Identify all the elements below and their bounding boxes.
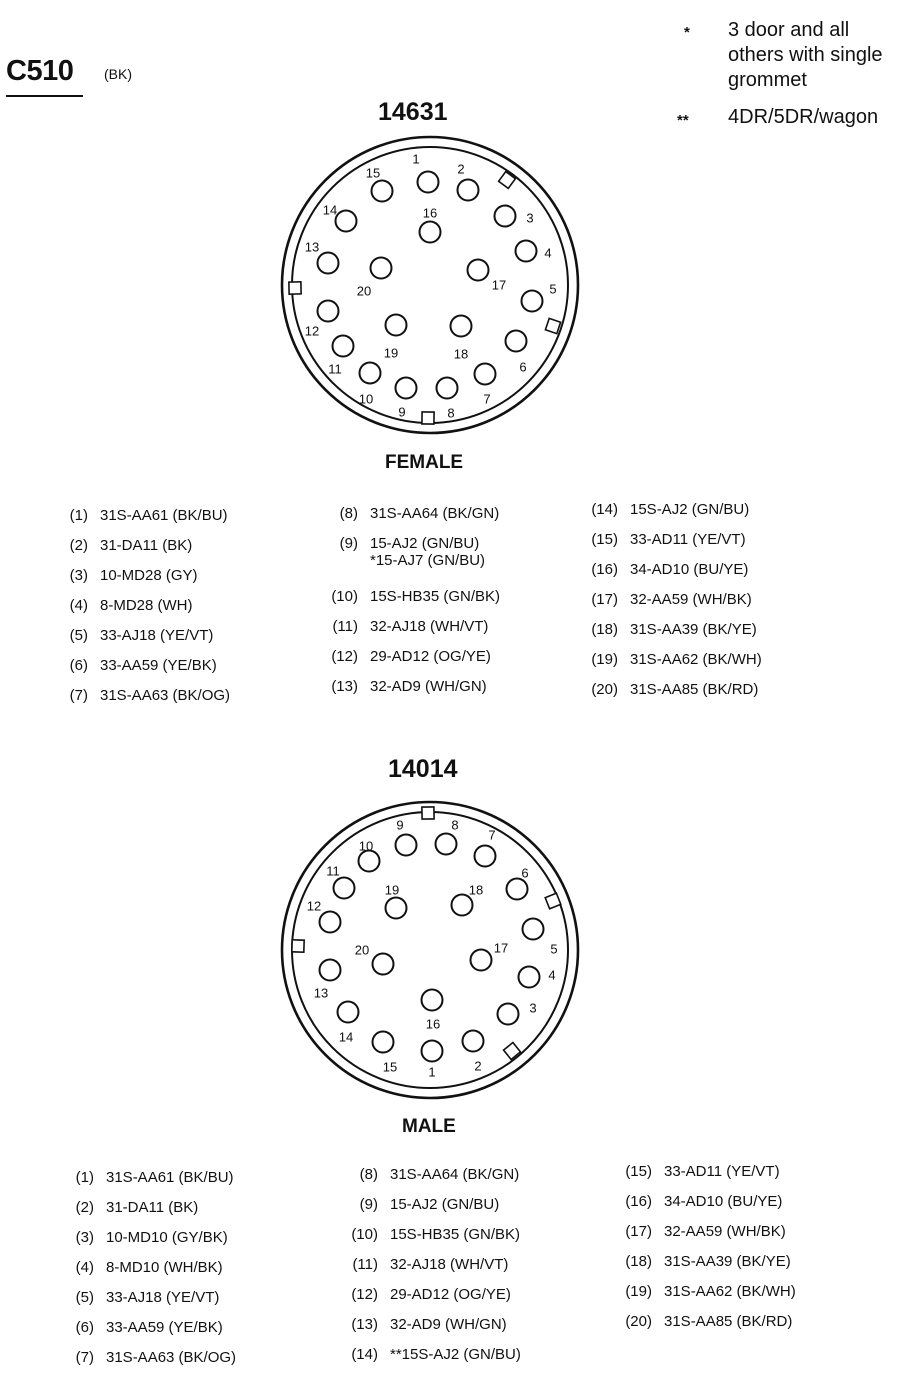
female-pin-label: 16 — [422, 205, 438, 221]
circuit-pin-number: (19) — [591, 651, 618, 668]
female-label: FEMALE — [385, 452, 464, 473]
female-circuit-row — [580, 681, 758, 698]
male-pin-label: 11 — [326, 863, 340, 879]
female-pin-5 — [522, 291, 543, 312]
female-circuit-row — [320, 588, 500, 605]
male-circuit-row — [340, 1256, 508, 1273]
circuit-designation: 31S-AA61 (BK/BU) — [106, 1169, 234, 1186]
female-pin-label: 5 — [549, 281, 557, 297]
circuit-pin-number: (3) — [69, 567, 88, 584]
female-pin-20 — [371, 258, 392, 279]
female-pin-15 — [372, 181, 393, 202]
male-circuit-row — [56, 1319, 223, 1336]
female-pin-7 — [475, 364, 496, 385]
female-pin-label: 14 — [322, 202, 338, 218]
male-circuit-row — [340, 1346, 521, 1363]
female-circuit-row — [580, 591, 752, 608]
male-pin-7 — [475, 846, 496, 867]
female-circuit-row — [320, 618, 488, 635]
circuit-pin-number: (2) — [69, 537, 88, 554]
female-circuit-row — [580, 561, 748, 578]
male-pin-label: 10 — [358, 838, 374, 854]
circuit-pin-number: (18) — [591, 621, 618, 638]
male-pin-12 — [320, 912, 341, 933]
female-pin-6 — [506, 331, 527, 352]
male-circuit-row — [340, 1226, 520, 1243]
circuit-designation: 31S-AA61 (BK/BU) — [100, 507, 228, 524]
circuit-pin-number: (3) — [75, 1229, 94, 1246]
circuit-pin-number: (5) — [75, 1289, 94, 1306]
female-pin-label: 2 — [457, 161, 465, 177]
circuit-pin-number: (17) — [591, 591, 618, 608]
female-circuit-row — [50, 567, 198, 584]
circuit-designation: 31S-AA39 (BK/YE) — [664, 1253, 791, 1270]
circuit-designation: 31S-AA85 (BK/RD) — [664, 1313, 793, 1330]
circuit-alternate-designation: *15-AJ7 (GN/BU) — [370, 552, 486, 569]
circuit-designation: 29-AD12 (OG/YE) — [390, 1286, 511, 1303]
circuit-designation: 33-AD11 (YE/VT) — [630, 531, 746, 548]
male-circuit-row — [56, 1229, 228, 1246]
male-pin-4 — [519, 967, 540, 988]
male-pin-1 — [422, 1041, 443, 1062]
circuit-pin-number: (16) — [591, 561, 618, 578]
note-2-text: 4DR/5DR/wagon — [728, 106, 879, 128]
circuit-designation: 10-MD10 (GY/BK) — [106, 1229, 228, 1246]
circuit-designation: 32-AD9 (WH/GN) — [370, 678, 487, 695]
male-pin-label: 6 — [521, 865, 529, 881]
female-pin-label: 10 — [358, 391, 374, 407]
female-circuit-row — [50, 657, 217, 674]
female-pin-label: 7 — [483, 391, 491, 407]
circuit-pin-number: (8) — [359, 1166, 378, 1183]
male-pin-15 — [373, 1032, 394, 1053]
circuit-designation: 31-DA11 (BK) — [106, 1199, 199, 1216]
female-pin-8 — [437, 378, 458, 399]
female-pin-label: 8 — [447, 405, 455, 421]
circuit-pin-number: (8) — [339, 505, 358, 522]
female-circuit-row — [320, 678, 487, 695]
female-pin-17 — [468, 260, 489, 281]
circuit-pin-number: (1) — [69, 507, 88, 524]
female-pin-label: 18 — [453, 346, 469, 362]
male-pin-20 — [373, 954, 394, 975]
circuit-pin-number: (1) — [75, 1169, 94, 1186]
female-key-notch — [422, 412, 434, 424]
female-pin-1 — [418, 172, 439, 193]
circuit-pin-number: (4) — [69, 597, 88, 614]
circuit-pin-number: (9) — [339, 535, 358, 552]
female-pin-2 — [458, 180, 479, 201]
male-circuit-row — [56, 1169, 234, 1186]
circuit-designation: 31S-AA63 (BK/OG) — [100, 687, 231, 704]
circuit-designation: 8-MD10 (WH/BK) — [106, 1259, 223, 1276]
connector-id: C510 — [6, 55, 74, 87]
female-key-notch — [289, 282, 301, 294]
female-pin-label: 9 — [398, 404, 406, 420]
male-pin-label: 18 — [468, 882, 484, 898]
female-circuit-row — [580, 531, 746, 548]
male-pin-label: 3 — [529, 1000, 537, 1016]
male-pin-9 — [396, 835, 417, 856]
male-pin-label: 19 — [384, 882, 400, 898]
circuit-designation: 32-AD9 (WH/GN) — [390, 1316, 507, 1333]
female-circuit-row — [320, 535, 485, 569]
male-pin-label: 2 — [474, 1058, 482, 1074]
male-pin-3 — [498, 1004, 519, 1025]
female-pin-label: 12 — [304, 323, 320, 339]
female-circuit-row — [50, 627, 213, 644]
circuit-designation: 34-AD10 (BU/YE) — [630, 561, 749, 578]
circuit-designation: 15S-AJ2 (GN/BU) — [630, 501, 750, 518]
connector-color: (BK) — [104, 66, 132, 82]
female-connector-face — [270, 130, 590, 440]
male-key-notch — [422, 807, 434, 819]
circuit-designation: 31S-AA64 (BK/GN) — [390, 1166, 520, 1183]
circuit-pin-number: (6) — [69, 657, 88, 674]
male-pin-label: 9 — [396, 817, 404, 833]
male-pin-label: 13 — [313, 985, 329, 1001]
male-pin-label: 8 — [451, 817, 459, 833]
male-circuit-row — [614, 1253, 791, 1270]
male-pin-label: 15 — [382, 1059, 398, 1075]
note-2-mark: ** — [677, 112, 689, 129]
male-circuit-row — [340, 1166, 519, 1183]
circuit-designation: 32-AA59 (WH/BK) — [630, 591, 752, 608]
male-circuit-row — [614, 1313, 792, 1330]
female-circuit-row — [50, 687, 230, 704]
female-pin-9 — [396, 378, 417, 399]
circuit-designation: 33-AJ18 (YE/VT) — [106, 1289, 220, 1306]
circuit-designation: 31S-AA39 (BK/YE) — [630, 621, 757, 638]
circuit-pin-number: (17) — [625, 1223, 652, 1240]
male-pin-11 — [334, 878, 355, 899]
circuit-designation: 29-AD12 (OG/YE) — [370, 648, 491, 665]
male-pin-label: 14 — [338, 1029, 354, 1045]
male-circuit-row — [614, 1163, 780, 1180]
male-label: MALE — [402, 1116, 456, 1137]
circuit-designation: 31S-AA64 (BK/GN) — [370, 505, 500, 522]
male-part-number: 14014 — [388, 755, 458, 783]
female-part-number: 14631 — [378, 98, 448, 126]
female-pin-4 — [516, 241, 537, 262]
female-pin-label: 20 — [356, 283, 372, 299]
female-pin-label: 13 — [304, 239, 320, 255]
circuit-pin-number: (20) — [591, 681, 618, 698]
circuit-pin-number: (12) — [331, 648, 358, 665]
male-pin-label: 12 — [306, 898, 322, 914]
circuit-designation: 32-AJ18 (WH/VT) — [390, 1256, 509, 1273]
male-circuit-row — [56, 1259, 223, 1276]
male-pin-6 — [507, 879, 528, 900]
female-pin-label: 17 — [491, 277, 507, 293]
female-pin-3 — [495, 206, 516, 227]
circuit-pin-number: (5) — [69, 627, 88, 644]
female-pin-label: 1 — [412, 151, 420, 167]
male-pin-13 — [320, 960, 341, 981]
male-key-notch — [545, 893, 561, 909]
circuit-pin-number: (14) — [591, 501, 618, 518]
male-circuit-row — [56, 1349, 236, 1366]
circuit-designation: 32-AA59 (WH/BK) — [664, 1223, 786, 1240]
male-pin-label: 1 — [428, 1064, 436, 1080]
circuit-pin-number: (11) — [332, 618, 358, 635]
circuit-designation: 33-AA59 (YE/BK) — [100, 657, 217, 674]
male-pin-5 — [523, 919, 544, 940]
male-pin-label: 4 — [548, 967, 556, 983]
note-1-text: 3 door and all others with single grommet — [728, 19, 883, 91]
circuit-designation: 33-AD11 (YE/VT) — [664, 1163, 780, 1180]
male-circuit-row — [614, 1223, 786, 1240]
circuit-designation: 8-MD28 (WH) — [100, 597, 193, 614]
male-pin-14 — [338, 1002, 359, 1023]
circuit-pin-number: (20) — [625, 1313, 652, 1330]
female-pin-14 — [336, 211, 357, 232]
circuit-pin-number: (7) — [69, 687, 88, 704]
male-pin-label: 17 — [493, 940, 509, 956]
female-pin-label: 6 — [519, 359, 527, 375]
circuit-pin-number: (15) — [625, 1163, 652, 1180]
male-pin-label: 5 — [550, 941, 558, 957]
circuit-designation: 33-AA59 (YE/BK) — [106, 1319, 223, 1336]
female-pin-10 — [360, 363, 381, 384]
circuit-designation: 34-AD10 (BU/YE) — [664, 1193, 783, 1210]
male-pin-18 — [452, 895, 473, 916]
female-circuit-row — [320, 648, 491, 665]
circuit-designation: 31S-AA63 (BK/OG) — [106, 1349, 237, 1366]
circuit-pin-number: (10) — [351, 1226, 378, 1243]
circuit-pin-number: (19) — [625, 1283, 652, 1300]
female-pin-label: 4 — [544, 245, 552, 261]
male-circuit-row — [614, 1193, 782, 1210]
circuit-pin-number: (14) — [351, 1346, 378, 1363]
female-pin-label: 15 — [365, 165, 381, 181]
male-pin-label: 16 — [425, 1016, 441, 1032]
circuit-designation: 31-DA11 (BK) — [100, 537, 193, 554]
circuit-pin-number: (15) — [591, 531, 618, 548]
female-circuit-row — [50, 507, 228, 524]
male-pin-17 — [471, 950, 492, 971]
female-pin-11 — [333, 336, 354, 357]
female-circuit-row — [580, 621, 757, 638]
circuit-designation: 10-MD28 (GY) — [100, 567, 198, 584]
female-pin-label: 11 — [328, 361, 342, 377]
female-pin-label: 19 — [383, 345, 399, 361]
circuit-pin-number: (6) — [75, 1319, 94, 1336]
circuit-pin-number: (13) — [331, 678, 358, 695]
circuit-designation: 15-AJ2 (GN/BU) — [370, 535, 480, 552]
male-key-notch — [292, 940, 304, 952]
male-pin-2 — [463, 1031, 484, 1052]
circuit-designation: 15S-HB35 (GN/BK) — [370, 588, 501, 605]
circuit-designation: **15S-AJ2 (GN/BU) — [390, 1346, 521, 1363]
male-pin-10 — [359, 851, 380, 872]
female-key-notch — [545, 318, 560, 333]
male-circuit-row — [340, 1286, 511, 1303]
circuit-designation: 15S-HB35 (GN/BK) — [390, 1226, 521, 1243]
male-circuit-row — [340, 1316, 507, 1333]
female-pin-label: 3 — [526, 210, 534, 226]
male-connector-face — [270, 795, 590, 1105]
circuit-pin-number: (2) — [75, 1199, 94, 1216]
male-circuit-row — [340, 1196, 499, 1213]
female-pin-18 — [451, 316, 472, 337]
male-circuit-row — [56, 1289, 219, 1306]
male-pin-label: 7 — [488, 827, 496, 843]
circuit-pin-number: (11) — [352, 1256, 378, 1273]
male-circuit-row — [56, 1199, 198, 1216]
male-pin-label: 20 — [354, 942, 370, 958]
circuit-designation: 32-AJ18 (WH/VT) — [370, 618, 489, 635]
circuit-pin-number: (16) — [625, 1193, 652, 1210]
male-pin-8 — [436, 834, 457, 855]
female-circuit-row — [50, 537, 192, 554]
circuit-pin-number: (9) — [359, 1196, 378, 1213]
connector-id-underline — [6, 95, 83, 97]
circuit-pin-number: (13) — [351, 1316, 378, 1333]
circuit-pin-number: (12) — [351, 1286, 378, 1303]
female-pin-16 — [420, 222, 441, 243]
female-pin-12 — [318, 301, 339, 322]
circuit-pin-number: (7) — [75, 1349, 94, 1366]
circuit-designation: 31S-AA85 (BK/RD) — [630, 681, 759, 698]
circuit-pin-number: (4) — [75, 1259, 94, 1276]
female-circuit-row — [580, 651, 762, 668]
note-1-mark: * — [684, 24, 690, 41]
circuit-designation: 31S-AA62 (BK/WH) — [664, 1283, 796, 1300]
female-pin-13 — [318, 253, 339, 274]
male-circuit-row — [614, 1283, 796, 1300]
female-circuit-row — [580, 501, 749, 518]
circuit-designation: 33-AJ18 (YE/VT) — [100, 627, 214, 644]
female-circuit-row — [320, 505, 499, 522]
circuit-designation: 15-AJ2 (GN/BU) — [390, 1196, 500, 1213]
female-pin-19 — [386, 315, 407, 336]
male-pin-16 — [422, 990, 443, 1011]
circuit-pin-number: (18) — [625, 1253, 652, 1270]
male-pin-19 — [386, 898, 407, 919]
circuit-designation: 31S-AA62 (BK/WH) — [630, 651, 762, 668]
circuit-pin-number: (10) — [331, 588, 358, 605]
female-circuit-row — [50, 597, 193, 614]
